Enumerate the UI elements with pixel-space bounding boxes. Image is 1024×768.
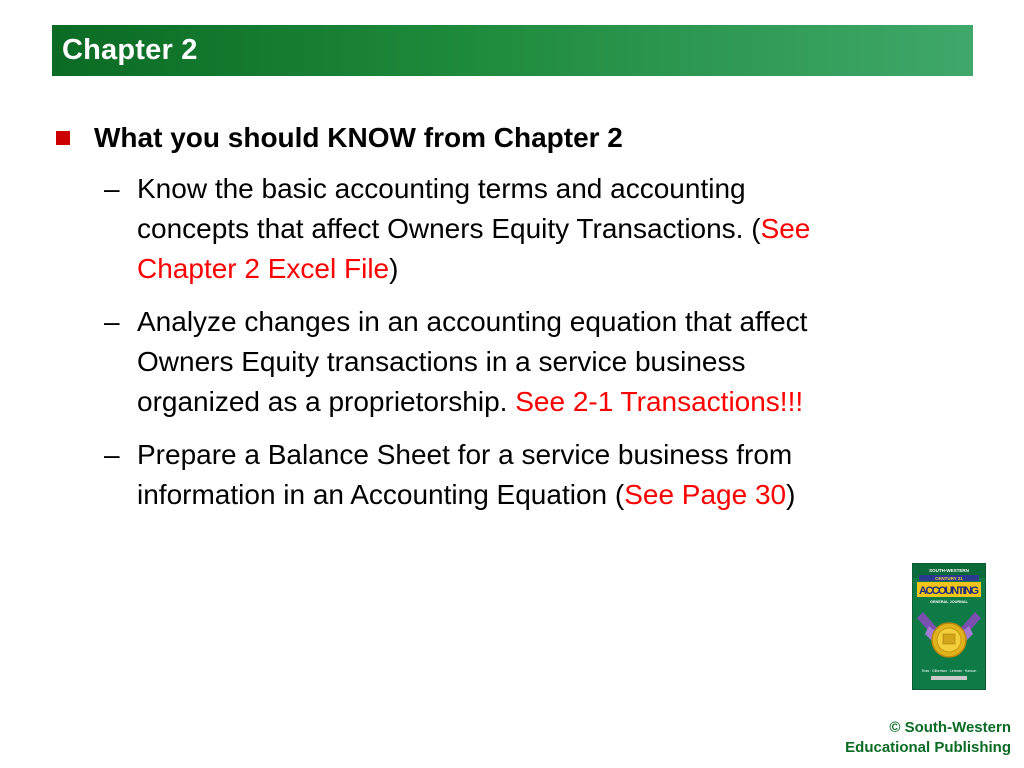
sub-bullet-list <box>52 169 892 515</box>
slide-title: Chapter 2 <box>62 34 198 66</box>
slide-content <box>52 118 892 528</box>
sub-bullet-item <box>104 435 857 515</box>
dash-bullet: – <box>104 439 120 470</box>
main-bullet <box>52 118 892 158</box>
sub-bullet-text: Analyze changes in an accounting equation that affect Owners Equity transactions in a service business organized as a proprietorship. <box>137 306 808 417</box>
sub-bullet-text-end: ) <box>389 253 399 284</box>
copyright-footer <box>845 718 1011 758</box>
square-bullet-icon <box>56 131 70 145</box>
footer-line-1: © South-Western <box>889 719 1011 736</box>
transactions-link[interactable]: See 2-1 Transactions!!! <box>515 386 804 417</box>
footer-line-2: Educational Publishing <box>845 739 1011 756</box>
dash-bullet: – <box>104 173 120 204</box>
sub-bullet-text: Prepare a Balance Sheet for a service business from information in an Accounting Equation ( <box>137 439 793 510</box>
main-bullet-text: What you should KNOW from Chapter 2 <box>94 122 623 153</box>
sub-bullet-item <box>104 169 857 289</box>
sub-bullet-text-end: ) <box>786 479 796 510</box>
book-publisher-text: SOUTH-WESTERN <box>929 568 969 573</box>
book-main-title: ACCOUNTING <box>919 585 979 597</box>
book-subtitle: GENERAL JOURNAL <box>930 600 968 604</box>
book-banner-text: CENTURY 21 <box>935 576 963 581</box>
sub-bullet-text: Know the basic accounting terms and accounting concepts that affect Owners Equity Transactions. ( <box>137 173 761 244</box>
title-bar <box>52 25 973 76</box>
page-30-link[interactable]: See Page 30 <box>624 479 787 510</box>
dash-bullet: – <box>104 306 120 337</box>
book-authors: Ross · Gilbertson · Lehman · Hanson <box>921 669 977 673</box>
excel-file-link[interactable]: See Chapter 2 Excel File <box>137 213 811 284</box>
accounting-book-cover-image <box>912 563 986 690</box>
sub-bullet-item <box>104 302 857 422</box>
book-cover-art <box>913 564 985 689</box>
